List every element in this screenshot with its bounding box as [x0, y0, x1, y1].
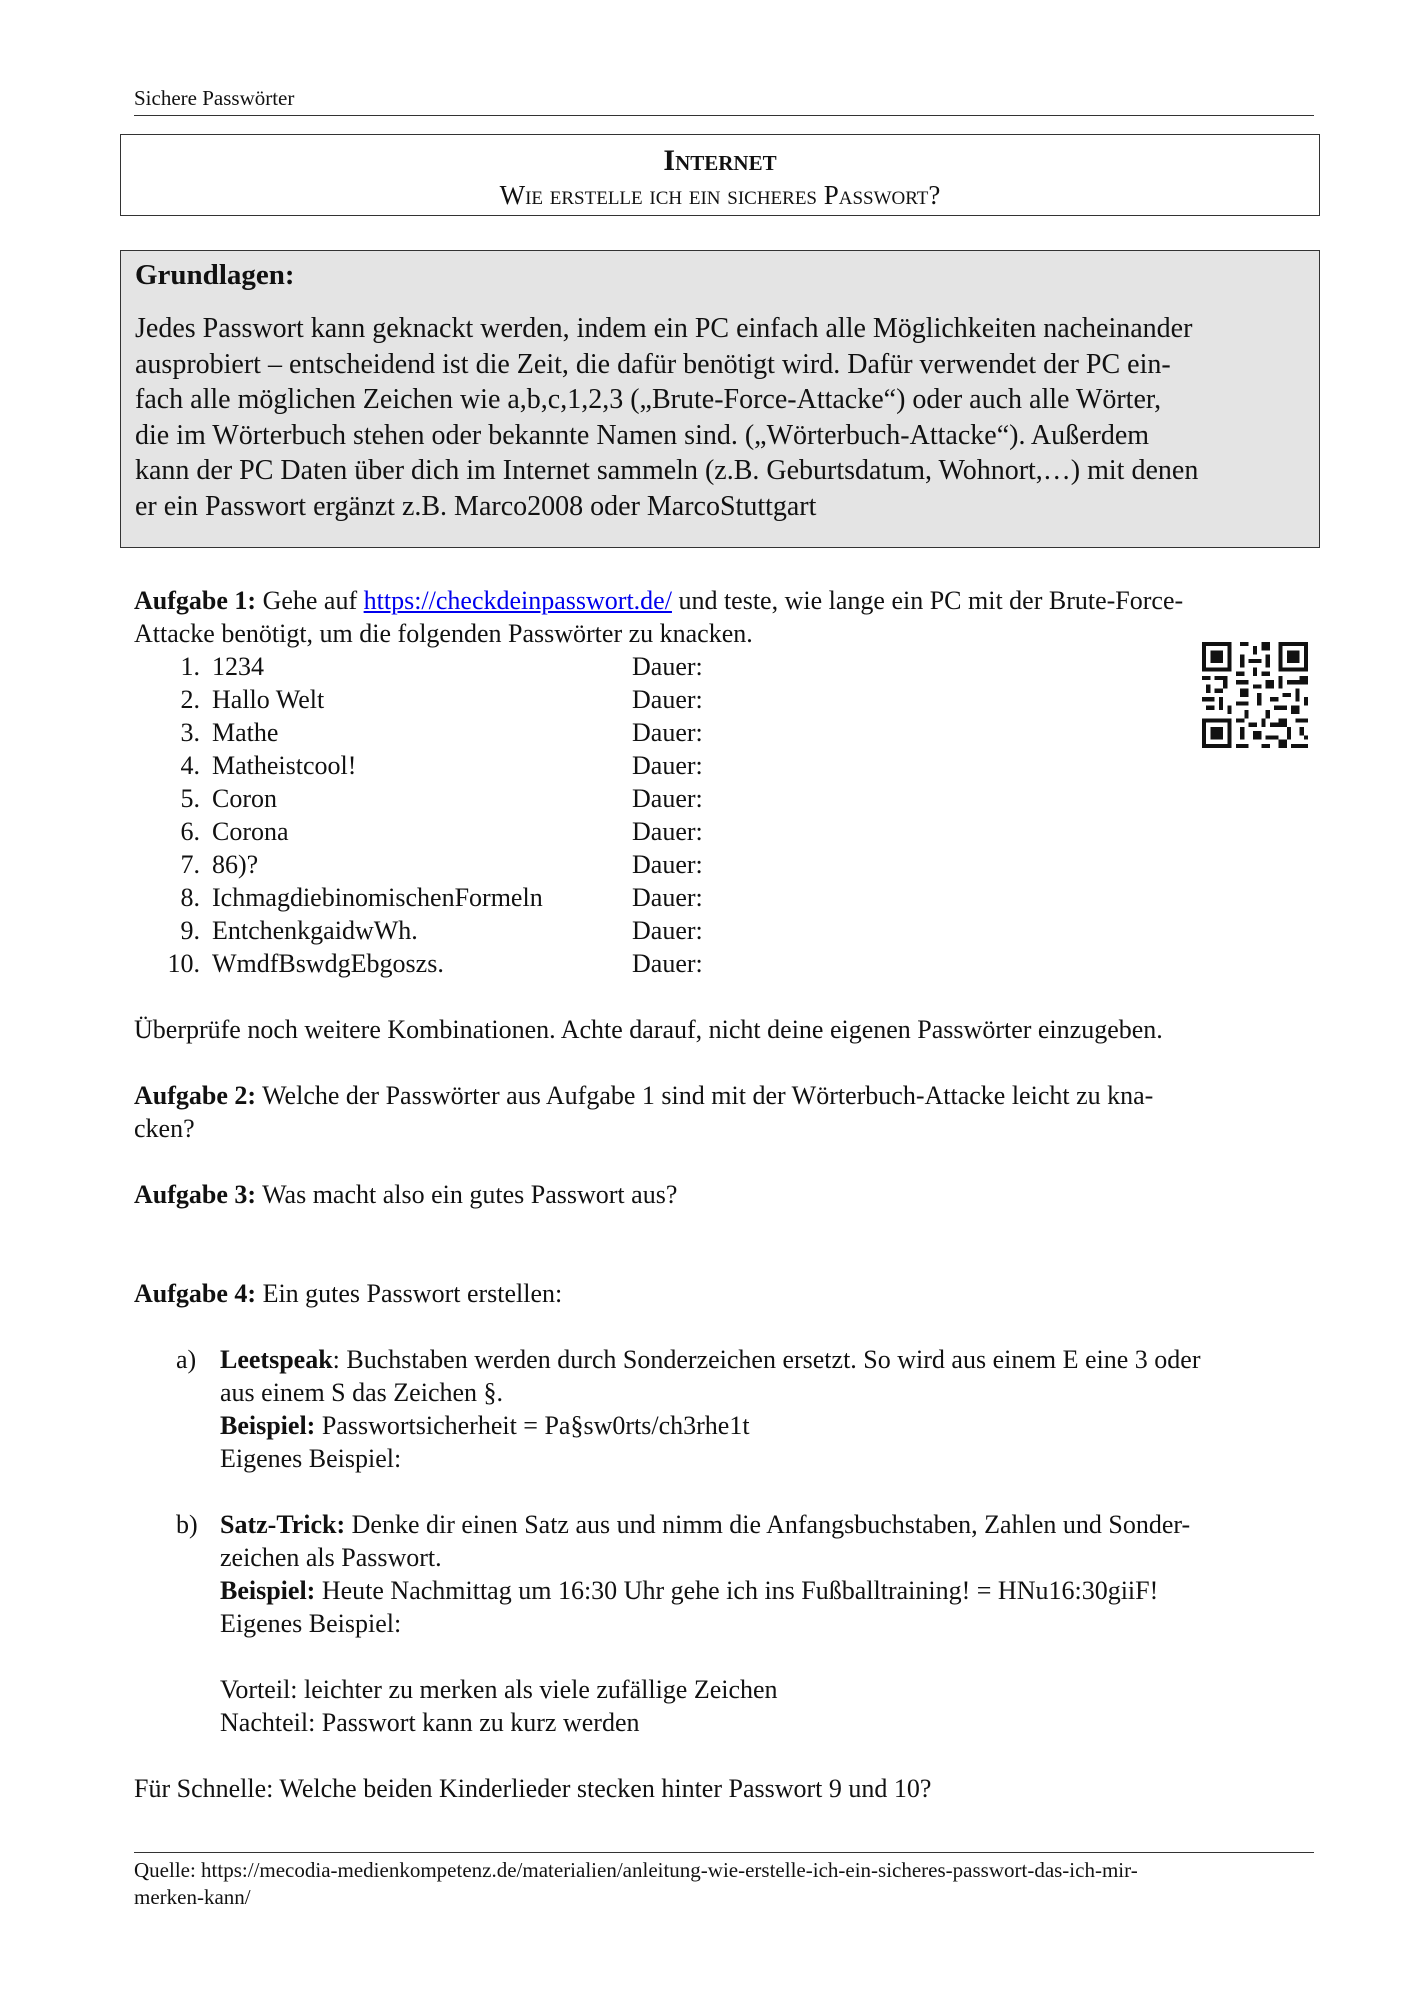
grundlagen-box	[120, 250, 1320, 548]
password-text: Matheistcool!	[212, 751, 357, 780]
item-letter: a)	[176, 1345, 197, 1374]
task3	[134, 1178, 1314, 1211]
checkdeinpasswort-link[interactable]: https://checkdeinpasswort.de/	[363, 586, 672, 615]
item-number: 3.	[180, 718, 200, 747]
list-item	[134, 848, 1314, 881]
disadvantage-text: Nachteil: Passwort kann zu kurz werden	[220, 1708, 640, 1737]
item-number: 5.	[180, 784, 200, 813]
own-example-label: Eigenes Beispiel:	[220, 1609, 402, 1638]
task3-text: Was macht also ein gutes Passwort aus?	[262, 1180, 678, 1209]
item-number: 10.	[167, 949, 200, 978]
list-item	[134, 914, 1314, 947]
page-title: Internet	[663, 144, 777, 177]
duration-label: Dauer:	[632, 718, 703, 747]
password-list	[134, 650, 1314, 980]
task2-text: Welche der Passwörter aus Aufgabe 1 sind mit der Wörterbuch-Attacke leicht zu kna-	[262, 1081, 1154, 1110]
advantage-text: Vorteil: leichter zu merken als viele zufällige Zeichen	[220, 1675, 778, 1704]
task2-label: Aufgabe 2:	[134, 1081, 257, 1110]
password-text: 1234	[212, 652, 264, 681]
task1-label: Aufgabe 1:	[134, 586, 257, 615]
password-text: Corona	[212, 817, 289, 846]
task1-note: Überprüfe noch weitere Kombinationen. Achte darauf, nicht deine eigenen Passwörter einzugeben.	[134, 1015, 1163, 1044]
example-text: Passwortsicherheit = Pa§sw0rts/ch3rhe1t	[321, 1411, 750, 1440]
page-header	[134, 86, 1314, 116]
item-number: 6.	[180, 817, 200, 846]
example-label: Beispiel:	[220, 1411, 316, 1440]
password-text: Hallo Welt	[212, 685, 325, 714]
task4-item-b	[176, 1508, 1314, 1739]
task4-item-a	[176, 1343, 1314, 1475]
task1-intro	[134, 584, 1314, 650]
example-label: Beispiel:	[220, 1576, 316, 1605]
leetspeak-desc: : Buchstaben werden durch Sonderzeichen ersetzt. So wird aus einem E eine 3 oder	[332, 1345, 1201, 1374]
list-item	[134, 815, 1314, 848]
duration-label: Dauer:	[632, 751, 703, 780]
title-box	[120, 134, 1320, 216]
example-text: Heute Nachmittag um 16:30 Uhr gehe ich ins Fußballtraining! = HNu16:30giiF!	[321, 1576, 1159, 1605]
footer-line: Quelle: https://mecodia-medienkompetenz.de/materialien/anleitung-wie-erstelle-ich-ein-sicheres-passwort-das-ich-mir-	[134, 1858, 1138, 1882]
page-subtitle: Wie erstelle ich ein sicheres Passwort?	[499, 180, 941, 210]
password-text: IchmagdiebinomischenFormeln	[212, 883, 543, 912]
task2-text-cont: cken?	[134, 1114, 195, 1143]
header-text: Sichere Passwörter	[134, 86, 295, 110]
footer-line: merken-kann/	[134, 1885, 251, 1909]
item-number: 1.	[180, 652, 200, 681]
satz-trick-desc: Denke dir einen Satz aus und nimm die Anfangsbuchstaben, Zahlen und Sonder-	[351, 1510, 1191, 1539]
task1-post: und teste, wie lange ein PC mit der Brute-Force-	[678, 586, 1184, 615]
grundlagen-line: kann der PC Daten über dich im Internet sammeln (z.B. Geburtsdatum, Wohnort,…) mit denen	[135, 455, 1199, 486]
password-text: Mathe	[212, 718, 279, 747]
list-item	[134, 947, 1314, 980]
task4-label: Aufgabe 4:	[134, 1279, 257, 1308]
item-number: 9.	[180, 916, 200, 945]
password-text: EntchenkgaidwWh.	[212, 916, 418, 945]
grundlagen-text	[135, 311, 1305, 524]
bonus-question: Für Schnelle: Welche beiden Kinderlieder stecken hinter Passwort 9 und 10?	[134, 1774, 932, 1803]
password-text: Coron	[212, 784, 277, 813]
grundlagen-title: Grundlagen:	[135, 259, 295, 291]
duration-label: Dauer:	[632, 883, 703, 912]
task2	[134, 1079, 1314, 1145]
grundlagen-line: Jedes Passwort kann geknackt werden, indem ein PC einfach alle Möglichkeiten nacheinander	[135, 313, 1193, 344]
list-item	[134, 881, 1314, 914]
satz-trick-desc-cont: zeichen als Passwort.	[220, 1543, 442, 1572]
task1-line2: Attacke benötigt, um die folgenden Passwörter zu knacken.	[134, 619, 753, 648]
duration-label: Dauer:	[632, 685, 703, 714]
list-item	[134, 782, 1314, 815]
qr-code-icon	[1202, 642, 1308, 748]
satz-trick-term: Satz-Trick:	[220, 1510, 346, 1539]
list-item	[134, 650, 1314, 683]
own-example-label: Eigenes Beispiel:	[220, 1444, 402, 1473]
list-item	[134, 683, 1314, 716]
duration-label: Dauer:	[632, 850, 703, 879]
leetspeak-term: Leetspeak	[220, 1345, 333, 1374]
grundlagen-line: er ein Passwort ergänzt z.B. Marco2008 oder MarcoStuttgart	[135, 490, 817, 522]
grundlagen-line: die im Wörterbuch stehen oder bekannte Namen sind. („Wörterbuch-Attacke“). Außerdem	[135, 419, 1150, 451]
duration-label: Dauer:	[632, 784, 703, 813]
task4-text: Ein gutes Passwort erstellen:	[262, 1279, 563, 1308]
duration-label: Dauer:	[632, 949, 703, 978]
duration-label: Dauer:	[632, 652, 703, 681]
main-content	[134, 584, 1314, 1805]
task4	[134, 1277, 1314, 1310]
task1-pre: Gehe auf	[262, 586, 358, 615]
item-number: 7.	[180, 850, 200, 879]
duration-label: Dauer:	[632, 916, 703, 945]
list-item	[134, 716, 1314, 749]
duration-label: Dauer:	[632, 817, 703, 846]
item-letter: b)	[176, 1510, 198, 1539]
grundlagen-line: fach alle möglichen Zeichen wie a,b,c,1,2,3 („Brute-Force-Attacke“) oder auch alle Wörter,	[135, 384, 1162, 415]
list-item	[134, 749, 1314, 782]
item-number: 4.	[180, 751, 200, 780]
password-text: WmdfBswdgEbgoszs.	[212, 949, 444, 978]
item-number: 8.	[180, 883, 200, 912]
item-number: 2.	[180, 685, 200, 714]
leetspeak-desc-cont: aus einem S das Zeichen §.	[220, 1378, 504, 1407]
grundlagen-line: ausprobiert – entscheidend ist die Zeit, die dafür benötigt wird. Dafür verwendet der PC ein-	[135, 348, 1171, 380]
task3-label: Aufgabe 3:	[134, 1180, 257, 1209]
password-text: 86)?	[212, 850, 259, 879]
footer-source	[134, 1852, 1314, 1911]
